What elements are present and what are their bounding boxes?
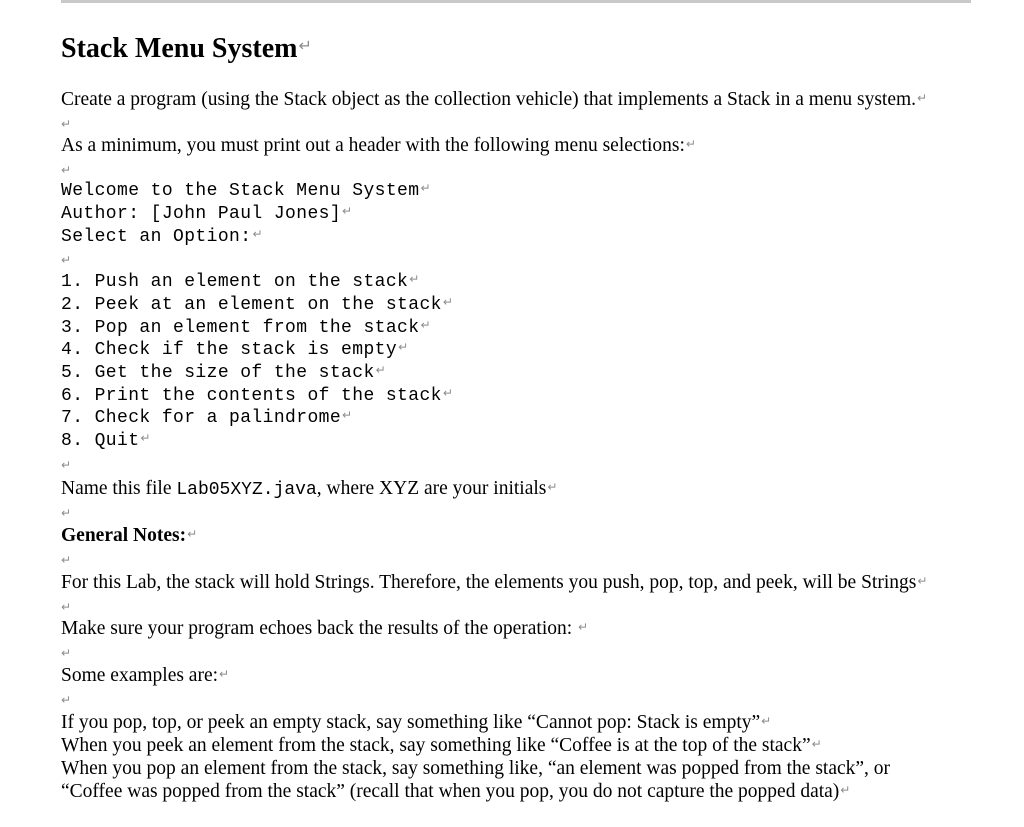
paragraph-mark-icon: ↵ <box>840 783 851 797</box>
filename-code: Lab05XYZ.java <box>176 480 317 500</box>
examples-heading: Some examples are:↵ <box>61 665 230 686</box>
menu-item: 7. Check for a palindrome↵ <box>61 408 353 428</box>
menu-item: 8. Quit↵ <box>61 431 151 451</box>
blank-line <box>61 547 71 572</box>
paragraph-mark-icon: ↵ <box>578 620 589 634</box>
paragraph-mark-icon: ↵ <box>140 431 151 445</box>
strings-note-paragraph: For this Lab, the stack will hold Strings. Therefore, the elements you push, pop, top, and peek, will be Strings↵ <box>61 572 928 593</box>
paragraph-mark-icon: ↵ <box>685 137 696 151</box>
blank-line <box>61 594 71 619</box>
example-line: If you pop, top, or peek an empty stack, say something like “Cannot pop: Stack is empty”↵ <box>61 712 772 733</box>
intro-paragraph: Create a program (using the Stack object as the collection vehicle) that implements a Stack in a menu system.↵ <box>61 89 928 110</box>
blank-line <box>61 687 71 712</box>
menu-item: 3. Pop an element from the stack↵ <box>61 318 431 338</box>
menu-item: 6. Print the contents of the stack↵ <box>61 386 453 406</box>
paragraph-mark-icon: ↵ <box>917 91 928 105</box>
menu-item: 1. Push an element on the stack↵ <box>61 272 420 292</box>
blank-line <box>61 247 71 272</box>
paragraph-mark-icon: ↵ <box>61 553 72 567</box>
header-line-welcome: Welcome to the Stack Menu System↵ <box>61 181 431 201</box>
menu-item: 2. Peek at an element on the stack↵ <box>61 295 453 315</box>
menu-item: 4. Check if the stack is empty↵ <box>61 340 409 360</box>
paragraph-mark-icon: ↵ <box>342 204 353 218</box>
blank-line <box>61 452 71 477</box>
paragraph-mark-icon: ↵ <box>61 117 72 131</box>
example-line: When you peek an element from the stack, say something like “Coffee is at the top of the stack”↵ <box>61 735 822 756</box>
paragraph-mark-icon: ↵ <box>219 667 230 681</box>
blank-line <box>61 500 71 525</box>
page-top-border <box>61 0 971 3</box>
blank-line <box>61 640 71 665</box>
paragraph-mark-icon: ↵ <box>442 386 453 400</box>
paragraph-mark-icon: ↵ <box>61 458 72 472</box>
paragraph-mark-icon: ↵ <box>375 363 386 377</box>
paragraph-mark-icon: ↵ <box>409 272 420 286</box>
paragraph-mark-icon: ↵ <box>342 408 353 422</box>
paragraph-mark-icon: ↵ <box>61 506 72 520</box>
minimum-paragraph: As a minimum, you must print out a header with the following menu selections:↵ <box>61 135 696 156</box>
paragraph-mark-icon: ↵ <box>61 600 72 614</box>
paragraph-mark-icon: ↵ <box>252 227 263 241</box>
header-line-select: Select an Option:↵ <box>61 227 263 247</box>
paragraph-mark-icon: ↵ <box>761 714 772 728</box>
general-notes-heading: General Notes:↵ <box>61 525 198 546</box>
paragraph-mark-icon: ↵ <box>547 480 558 494</box>
paragraph-mark-icon: ↵ <box>61 693 72 707</box>
paragraph-mark-icon: ↵ <box>917 574 928 588</box>
name-file-paragraph: Name this file Lab05XYZ.java, where XYZ are your initials↵ <box>61 478 558 500</box>
echo-note-paragraph: Make sure your program echoes back the results of the operation: ↵ <box>61 618 589 639</box>
page-title: Stack Menu System↵ <box>61 33 312 64</box>
example-line: When you pop an element from the stack, say something like, “an element was popped from the stack”, or <box>61 758 891 779</box>
blank-line <box>61 111 71 136</box>
paragraph-mark-icon: ↵ <box>61 253 72 267</box>
paragraph-mark-icon: ↵ <box>398 340 409 354</box>
paragraph-mark-icon: ↵ <box>811 737 822 751</box>
paragraph-mark-icon: ↵ <box>187 527 198 541</box>
paragraph-mark-icon: ↵ <box>61 163 72 177</box>
example-line: “Coffee was popped from the stack” (recall that when you pop, you do not capture the popped data)↵ <box>61 781 851 802</box>
paragraph-mark-icon: ↵ <box>61 646 72 660</box>
paragraph-mark-icon: ↵ <box>420 181 431 195</box>
paragraph-mark-icon: ↵ <box>298 36 312 55</box>
menu-item: 5. Get the size of the stack↵ <box>61 363 386 383</box>
header-line-author: Author: [John Paul Jones]↵ <box>61 204 353 224</box>
paragraph-mark-icon: ↵ <box>442 295 453 309</box>
paragraph-mark-icon: ↵ <box>420 318 431 332</box>
